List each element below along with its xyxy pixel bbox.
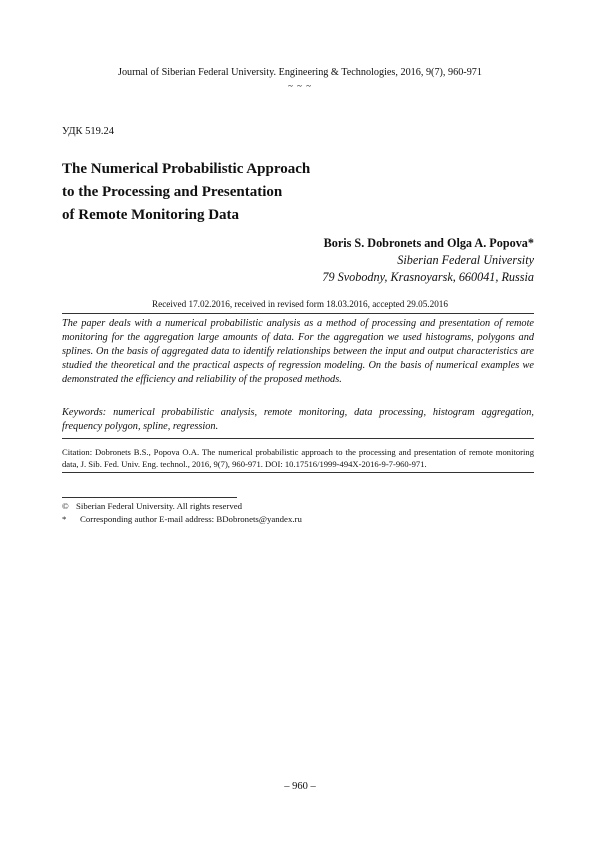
header-ornament: ~ ~ ~ <box>287 81 313 91</box>
copyright-symbol: © <box>62 501 69 511</box>
keywords-text: Keywords: numerical probabilistic analysis, remote monitoring, data processing, histogram aggregation, frequency polygon, spline, regression. <box>62 407 534 432</box>
abstract-top-rule <box>62 313 534 314</box>
title-line-3: of Remote Monitoring Data <box>62 207 240 223</box>
received-dates: Received 17.02.2016, received in revised form 18.03.2016, accepted 29.05.2016 <box>152 299 448 309</box>
author-address: 79 Svobodny, Krasnoyarsk, 660041, Russia <box>322 270 534 284</box>
paper-title <box>62 158 310 227</box>
footnote-copyright <box>62 501 242 511</box>
asterisk-symbol: * <box>62 514 67 524</box>
udk-code: УДК 519.24 <box>62 126 115 137</box>
citation-top-rule <box>62 438 534 439</box>
citation-text: Citation: Dobronets B.S., Popova O.A. The numerical probabilistic approach to the processing and presentation of remote monitoring data, J. Sib. Fed. Univ. Eng. technol., 2016, 9(7), 960-971. DOI: 10.17516/1999-494X-2016-9-7-960-971. <box>62 447 534 469</box>
corresponding-text: Corresponding author E-mail address: BDobronets@yandex.ru <box>80 514 302 524</box>
copyright-text: Siberian Federal University. All rights reserved <box>76 501 243 511</box>
footnote-corresponding <box>62 514 302 524</box>
title-line-2: to the Processing and Presentation <box>62 184 283 200</box>
author-block <box>322 235 534 286</box>
footnote-rule <box>62 497 237 498</box>
title-line-1: The Numerical Probabilistic Approach <box>62 161 311 177</box>
author-names: Boris S. Dobronets and Olga A. Popova* <box>323 236 534 250</box>
abstract-text: The paper deals with a numerical probabilistic analysis as a method of processing and presentation of remote monitoring for the aggregation large amounts of data. For the aggregation we used histograms, polygons and splines. On the basis of aggregated data to identify relationships between the input and output characteristics are studied the theoretical and the practical aspects of regression modeling. On the basis of numerical examples we demonstrated the efficiency and reliability of the proposed methods. <box>62 318 534 385</box>
author-affiliation: Siberian Federal University <box>397 253 534 267</box>
citation-bottom-rule <box>62 472 534 473</box>
page-number: – 960 – <box>284 781 316 792</box>
journal-header: Journal of Siberian Federal University. Engineering & Technologies, 2016, 9(7), 960-971 <box>118 67 482 78</box>
